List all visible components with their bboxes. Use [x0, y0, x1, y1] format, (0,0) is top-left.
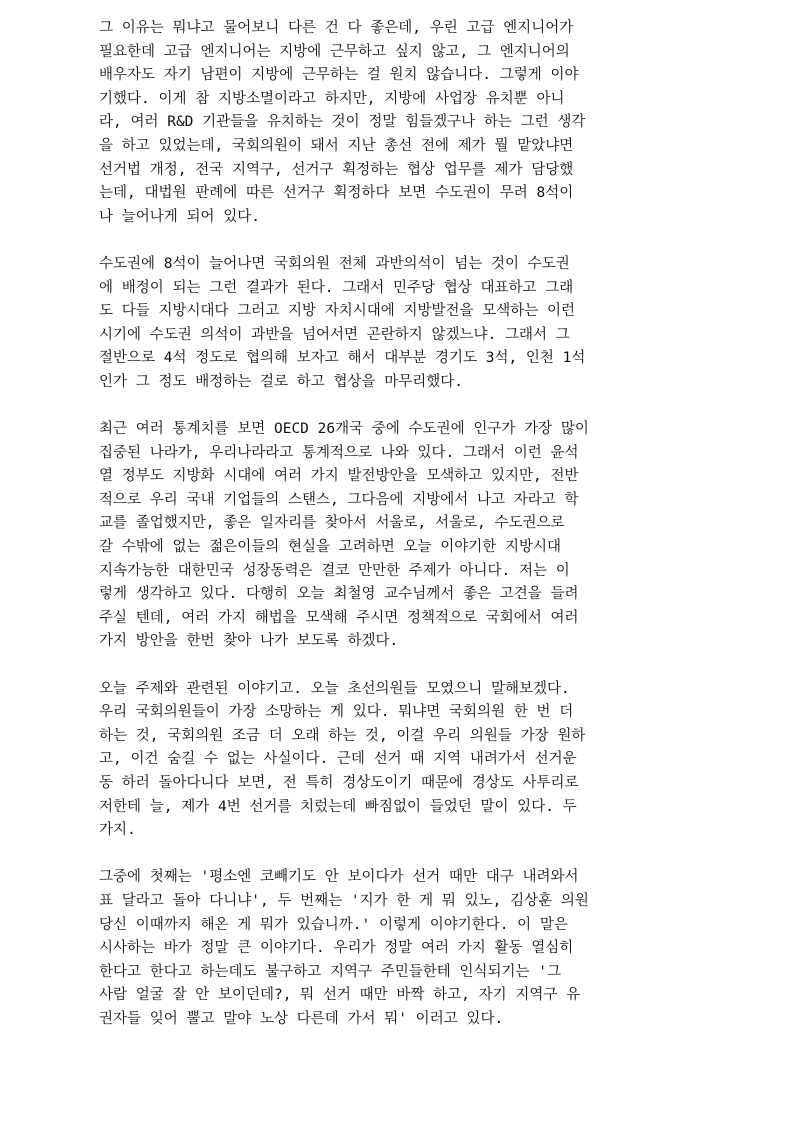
text-line: 인가 그 정도 배정하는 걸로 하고 협상을 마무리했다.	[99, 373, 463, 390]
text-line: 그중에 첫째는 '평소엔 코빼기도 안 보이다가 선거 때만 대구 내려와서	[99, 869, 579, 886]
text-line: 교를 졸업했지만, 좋은 일자리를 찾아서 서울로, 서울로, 수도권으로	[99, 515, 565, 532]
text-line: 도 다들 지방시대다 그러고 지방 자치시대에 지방발전을 모색하는 이런	[99, 303, 576, 320]
text-line: 고, 이건 숨길 수 없는 사실이다. 근데 선거 때 지역 내려가서 선거운	[99, 751, 577, 768]
text-line: 배우자도 자기 남편이 지방에 근무하는 걸 원치 않습니다. 그렇게 이야	[99, 67, 579, 84]
text-line: 당신 이때까지 해온 게 뭐가 있습니까.' 이렇게 이야기한다. 이 말은	[99, 916, 568, 933]
text-line: 저한테 늘, 제가 4번 선거를 치렀는데 빠짐없이 들었던 말이 있다. 두	[99, 798, 577, 815]
text-line: 수도권에 8석이 늘어나면 국회의원 전체 과반의석이 넘는 것이 수도권	[99, 255, 570, 272]
text-line: 가지 방안을 한번 찾아 나가 보도록 하겠다.	[99, 633, 399, 650]
text-line: 적으로 우리 국내 기업들의 스탠스, 그다음에 지방에서 나고 자라고 학	[99, 491, 579, 508]
text-line: 하는 것, 국회의원 조금 더 오래 하는 것, 이걸 우리 의원들 가장 원하	[99, 727, 586, 744]
text-line: 을 하고 있었는데, 국회의원이 돼서 지난 총선 전에 제가 뭘 맡았냐면	[99, 137, 574, 154]
text-line: 는데, 대법원 판례에 따른 선거구 획정하다 보면 수도권이 무려 8석이	[99, 185, 574, 202]
text-line: 동 하러 돌아다니다 보면, 전 특히 경상도이기 때문에 경상도 사투리로	[99, 775, 579, 791]
text-line: 갈 수밖에 없는 젊은이들의 현실을 고려하면 오늘 이야기한 지방시대	[99, 539, 562, 556]
text-line: 선거법 개정, 전국 지역구, 선거구 획정하는 협상 업무를 제가 담당했	[99, 161, 574, 178]
text-line: 한다고 한다고 하는데도 불구하고 지역구 주민들한테 인식되기는 '그	[99, 963, 562, 980]
text-line: 렇게 생각하고 있다. 다행히 오늘 최철영 교수님께서 좋은 고견을 들려	[99, 586, 579, 603]
text-line: 시기에 수도권 의석이 과반을 넘어서면 곤란하지 않겠느냐. 그래서 그	[99, 326, 570, 343]
text-line: 우리 국회의원들이 가장 소망하는 게 있다. 뭐냐면 국회의원 한 번 더	[99, 704, 574, 721]
text-line: 필요한데 고급 엔지니어는 지방에 근무하고 싶지 않고, 그 엔지니어의	[99, 43, 570, 60]
text-line: 열 정부도 지방화 시대에 여러 가지 발전방안을 모색하고 있지만, 전반	[99, 468, 579, 485]
text-line: 사람 얼굴 잘 안 보이던데?, 뭐 선거 때만 바짝 하고, 자기 지역구 유	[99, 987, 581, 1004]
text-line: 나 늘어나게 되어 있다.	[99, 208, 260, 225]
text-line: 시사하는 바가 정말 큰 이야기다. 우리가 정말 여러 가지 활동 열심히	[99, 940, 574, 957]
text-line: 에 배정이 되는 그런 결과가 된다. 그래서 민주당 협상 대표하고 그래	[99, 279, 574, 296]
text-line: 최근 여러 통계치를 보면 OECD 26개국 중에 수도권에 인구가 가장 많이	[99, 421, 589, 438]
text-line: 지속가능한 대한민국 성장동력은 결코 만만한 주제가 아니다. 저는 이	[99, 562, 570, 579]
text-line: 권자들 잊어 뿔고 말야 노상 다른데 가서 뭐' 이러고 있다.	[99, 1010, 504, 1027]
paragraph-1	[99, 17, 699, 229]
text-line: 주실 텐데, 여러 가지 해법을 모색해 주시면 정책적으로 국회에서 여러	[99, 609, 579, 626]
paragraph-3	[99, 418, 699, 654]
text-line: 오늘 주제와 관련된 이야기고. 오늘 초선의원들 모였으니 말해보겠다.	[99, 680, 570, 697]
text-line: 그 이유는 뭐냐고 물어보니 다른 건 다 좋은데, 우린 고급 엔지니어가	[99, 20, 574, 36]
text-line: 기했다. 이게 참 지방소멸이라고 하지만, 지방에 사업장 유치뿐 아니	[99, 90, 565, 107]
document-body	[99, 17, 699, 1055]
text-line: 표 달라고 돌아 다니냐', 두 번째는 '지가 한 게 뭐 있노, 김상훈 의원	[99, 892, 589, 909]
paragraph-5	[99, 866, 699, 1031]
text-line: 집중된 나라가, 우리나라라고 통계적으로 나와 있다. 그래서 이런 윤석	[99, 444, 579, 461]
text-line: 라, 여러 R&D 기관들을 유치하는 것이 정말 힘들겠구나 하는 그런 생각	[99, 114, 586, 131]
paragraph-2	[99, 253, 699, 395]
text-line: 절반으로 4석 정도로 협의해 보자고 해서 대부분 경기도 3석, 인천 1석	[99, 350, 586, 367]
paragraph-4	[99, 678, 699, 843]
text-line: 가지.	[99, 822, 136, 839]
